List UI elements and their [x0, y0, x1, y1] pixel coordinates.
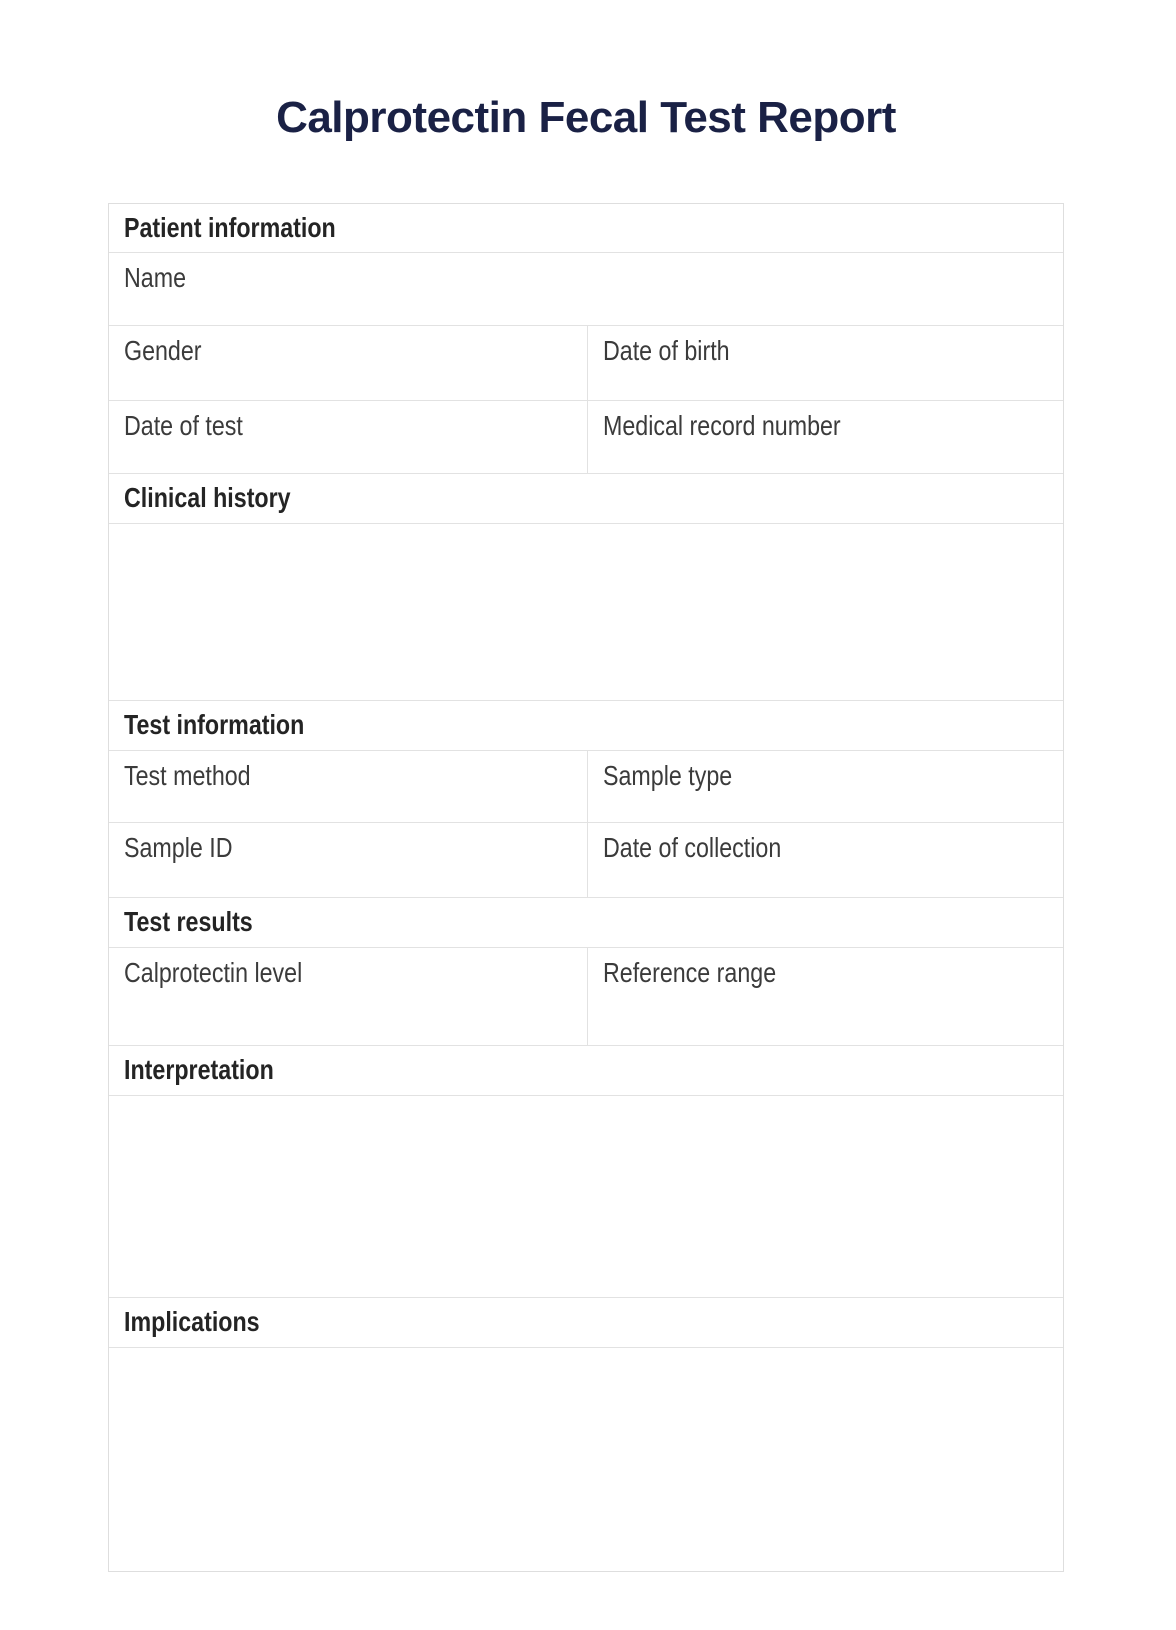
- section-header-implications-label: Implications: [124, 1306, 260, 1338]
- field-gender-label: Gender: [124, 335, 202, 366]
- section-header-test-information: [109, 701, 1063, 751]
- field-test-method-label: Test method: [124, 760, 251, 791]
- page-title: Calprotectin Fecal Test Report: [276, 93, 896, 142]
- report-form: [108, 203, 1064, 1572]
- field-reference-range[interactable]: [588, 948, 1063, 1045]
- section-header-clinical-history-cell: [109, 482, 1063, 514]
- field-date-of-collection[interactable]: [588, 823, 1063, 897]
- field-reference-range-label: Reference range: [602, 957, 777, 988]
- row-datetest-mrn: [109, 401, 1063, 474]
- field-date-of-test[interactable]: [109, 401, 588, 473]
- field-calprotectin-level-label: Calprotectin level: [124, 957, 303, 988]
- field-name-label: Name: [124, 262, 187, 293]
- section-header-test-results-cell: [109, 906, 1063, 938]
- implications-field[interactable]: [109, 1348, 1063, 1571]
- row-calprotectin-reference: [109, 948, 1063, 1046]
- clinical-history-field[interactable]: [109, 524, 1063, 700]
- section-header-interpretation-label: Interpretation: [124, 1054, 274, 1086]
- section-header-test-results-label: Test results: [124, 906, 253, 938]
- section-header-patient-information: [109, 204, 1063, 253]
- section-header-interpretation: [109, 1046, 1063, 1096]
- row-testmethod-sampletype: [109, 751, 1063, 823]
- field-calprotectin-level[interactable]: [109, 948, 588, 1045]
- field-date-of-test-label: Date of test: [124, 410, 243, 441]
- section-header-test-information-cell: [109, 709, 1063, 741]
- field-test-method[interactable]: [109, 751, 588, 822]
- field-date-of-birth[interactable]: [588, 326, 1063, 400]
- row-name: [109, 253, 1063, 326]
- row-sampleid-datecollection: [109, 823, 1063, 898]
- section-header-clinical-history: [109, 474, 1063, 524]
- field-medical-record-number[interactable]: [588, 401, 1063, 473]
- section-header-patient-information-label: Patient information: [124, 211, 336, 243]
- section-header-test-information-label: Test information: [124, 709, 305, 741]
- section-header-implications: [109, 1298, 1063, 1348]
- field-date-of-birth-label: Date of birth: [602, 335, 730, 366]
- row-clinical-history-field: [109, 524, 1063, 701]
- section-header-interpretation-cell: [109, 1054, 1063, 1086]
- field-date-of-collection-label: Date of collection: [602, 832, 782, 863]
- section-header-implications-cell: [109, 1306, 1063, 1338]
- field-medical-record-number-label: Medical record number: [602, 410, 841, 441]
- field-sample-id-label: Sample ID: [124, 832, 233, 863]
- field-name[interactable]: [109, 253, 1063, 325]
- section-header-test-results: [109, 898, 1063, 948]
- field-gender[interactable]: [109, 326, 588, 400]
- field-sample-type-label: Sample type: [602, 760, 733, 791]
- field-sample-type[interactable]: [588, 751, 1063, 822]
- row-gender-dob: [109, 326, 1063, 401]
- row-implications-field: [109, 1348, 1063, 1571]
- interpretation-field[interactable]: [109, 1096, 1063, 1297]
- section-header-patient-information-cell: [109, 212, 1063, 244]
- row-interpretation-field: [109, 1096, 1063, 1298]
- section-header-clinical-history-label: Clinical history: [124, 482, 291, 514]
- field-sample-id[interactable]: [109, 823, 588, 897]
